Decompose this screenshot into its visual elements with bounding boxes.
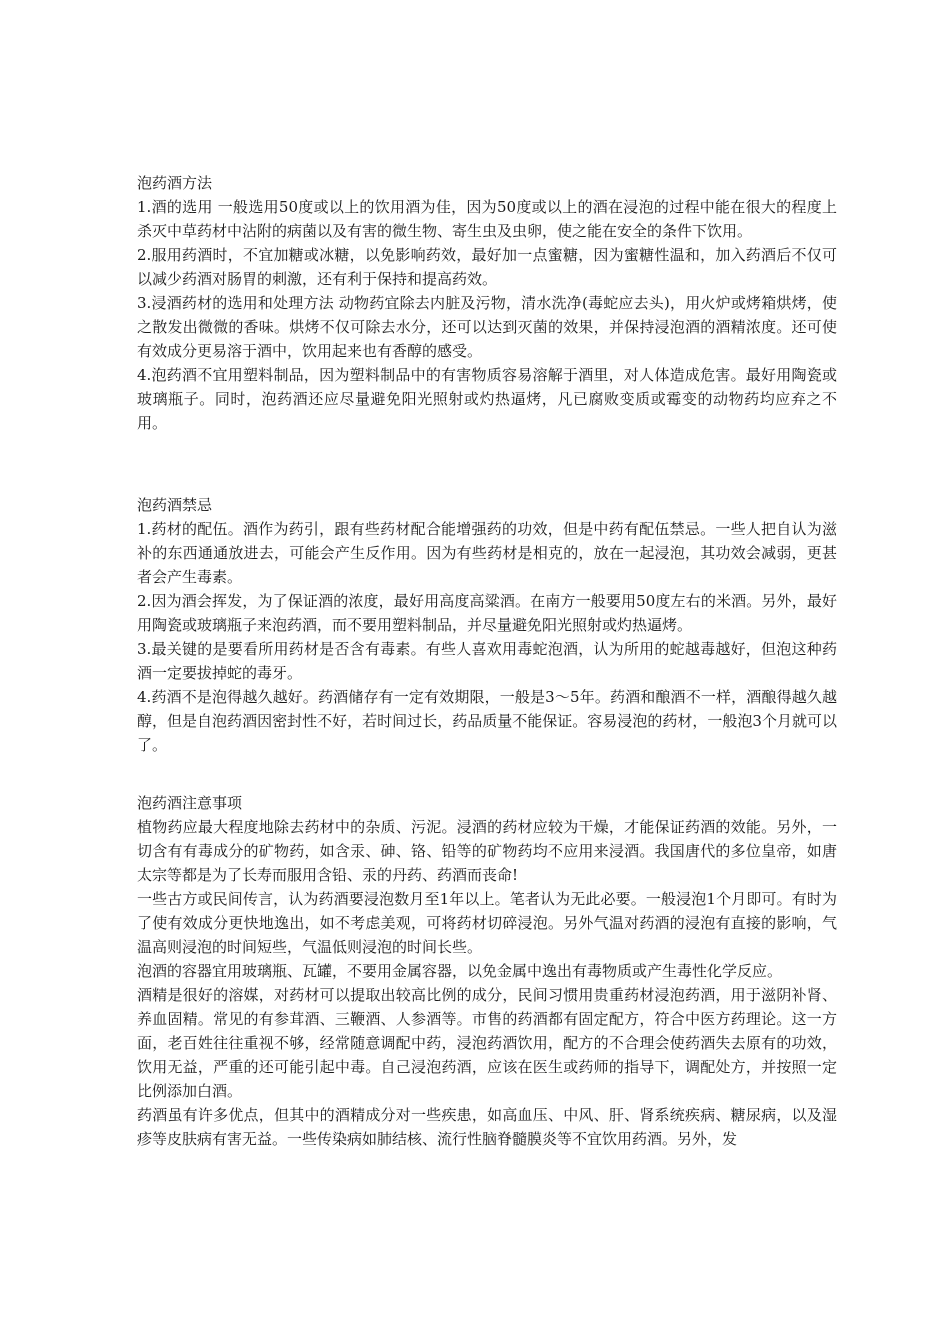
paragraph: 2.因为酒会挥发，为了保证酒的浓度，最好用高度高粱酒。在南方一般要用50度左右的米酒。另外，最好用陶瓷或玻璃瓶子来泡药酒，而不要用塑料制品，并尽量避免阳光照射或灼热逼烤。 (137, 592, 837, 634)
section-precautions (137, 791, 837, 1151)
paragraph: 3.最关键的是要看所用药材是否含有毒素。有些人喜欢用毒蛇泡酒，认为所用的蛇越毒越好，但泡这种药酒一定要拔掉蛇的毒牙。 (137, 640, 837, 682)
paragraph: 药酒虽有许多优点，但其中的酒精成分对一些疾患，如高血压、中风、肝、肾系统疾病、糖尿病，以及湿疹等皮肤病有害无益。一些传染病如肺结核、流行性脑脊髓膜炎等不宜饮用药酒。另外，发 (137, 1106, 837, 1148)
paragraph: 1.酒的选用 一般选用50度或以上的饮用酒为佳，因为50度或以上的酒在浸泡的过程中能在很大的程度上杀灭中草药材中沾附的病菌以及有害的微生物、寄生虫及虫卵，使之能在安全的条件下饮用。 (137, 198, 837, 240)
section-spacer (137, 757, 837, 791)
paragraph: 4.药酒不是泡得越久越好。药酒储存有一定有效期限，一般是3～5年。药酒和酿酒不一样，酒酿得越久越醇，但是自泡药酒因密封性不好，若时间过长，药品质量不能保证。容易浸泡的药材，一般泡3个月就可以了。 (137, 688, 837, 754)
paragraph: 泡酒的容器宜用玻璃瓶、瓦罐，不要用金属容器，以免金属中逸出有毒物质或产生毒性化学反应。 (137, 962, 783, 980)
paragraph: 酒精是很好的溶媒，对药材可以提取出较高比例的成分，民间习惯用贵重药材浸泡药酒，用于滋阴补肾、养血固精。常见的有参茸酒、三鞭酒、人参酒等。市售的药酒都有固定配方，符合中医方药理论。这一方面，老百姓往往重视不够，经常随意调配中药，浸泡药酒饮用，配方的不合理会使药酒失去原有的功效，饮用无益，严重的还可能引起中毒。自己浸泡药酒，应该在医生或药师的指导下，调配处方，并按照一定比例添加白酒。 (137, 986, 837, 1100)
section-title: 泡药酒禁忌 (137, 496, 213, 514)
section-title: 泡药酒注意事项 (137, 794, 243, 812)
paragraph: 植物药应最大程度地除去药材中的杂质、污泥。浸酒的药材应较为干燥，才能保证药酒的效能。另外，一切含有有毒成分的矿物药，如含汞、砷、铬、铅等的矿物药均不应用来浸酒。我国唐代的多位皇帝，如唐太宗等都是为了长寿而服用含铅、汞的丹药、药酒而丧命! (137, 818, 837, 884)
section-spacer (137, 435, 837, 493)
section-title: 泡药酒方法 (137, 174, 213, 192)
section-methods (137, 171, 837, 435)
paragraph: 一些古方或民间传言，认为药酒要浸泡数月至1年以上。笔者认为无此必要。一般浸泡1个月即可。有时为了使有效成分更快地逸出，如不考虑美观，可将药材切碎浸泡。另外气温对药酒的浸泡有直接的影响，气温高则浸泡的时间短些，气温低则浸泡的时间长些。 (137, 890, 837, 956)
paragraph: 4.泡药酒不宜用塑料制品，因为塑料制品中的有害物质容易溶解于酒里，对人体造成危害。最好用陶瓷或玻璃瓶子。同时，泡药酒还应尽量避免阳光照射或灼热逼烤，凡已腐败变质或霉变的动物药均应弃之不用。 (137, 366, 837, 432)
section-taboos (137, 493, 837, 757)
document-body (137, 171, 837, 1151)
paragraph: 2.服用药酒时，不宜加糖或冰糖，以免影响药效，最好加一点蜜糖，因为蜜糖性温和，加入药酒后不仅可以减少药酒对肠胃的刺激，还有利于保持和提高药效。 (137, 246, 837, 288)
paragraph: 1.药材的配伍。酒作为药引，跟有些药材配合能增强药的功效，但是中药有配伍禁忌。一些人把自认为滋补的东西通通放进去，可能会产生反作用。因为有些药材是相克的，放在一起浸泡，其功效会减弱，更甚者会产生毒素。 (137, 520, 837, 586)
paragraph: 3.浸酒药材的选用和处理方法 动物药宜除去内脏及污物，清水洗净(毒蛇应去头)，用火炉或烤箱烘烤，使之散发出微微的香味。烘烤不仅可除去水分，还可以达到灭菌的效果，并保持浸泡酒的酒精浓度。还可使有效成分更易溶于酒中，饮用起来也有香醇的感受。 (137, 294, 837, 360)
